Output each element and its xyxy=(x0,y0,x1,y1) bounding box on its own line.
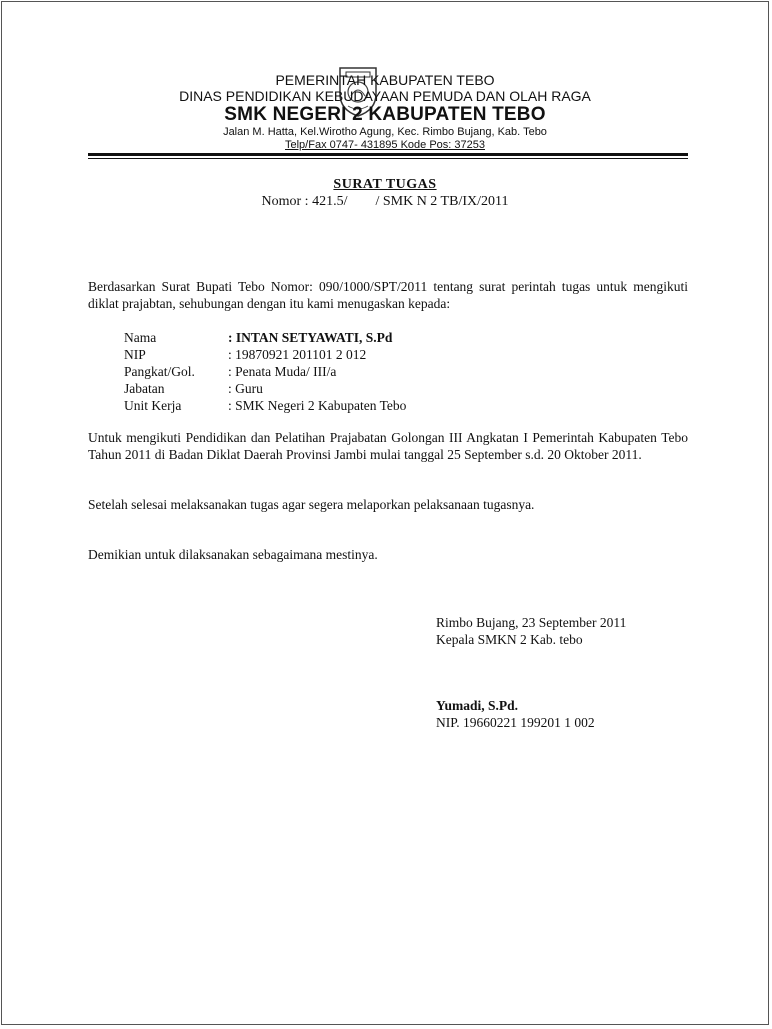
identity-value: : SMK Negeri 2 Kabupaten Tebo xyxy=(228,398,407,413)
paragraph-assignment: Untuk mengikuti Pendidikan dan Pelatihan Prajabatan Golongan III Angkatan I Pemerintah Kabupaten Tebo Tahun 2011 di Badan Diklat Daerah Provinsi Jambi mulai tanggal 25 September s.d. 20 Oktober 2011. xyxy=(88,430,688,462)
paragraph-closing: Demikian untuk dilaksanakan sebagaimana mestinya. xyxy=(88,547,378,562)
identity-key: NIP xyxy=(124,347,146,362)
letterhead-school: SMK NEGERI 2 KABUPATEN TEBO xyxy=(224,104,546,125)
identity-row xyxy=(124,380,406,397)
identity-table xyxy=(124,329,406,414)
letter-title-block xyxy=(2,177,768,210)
signature-header xyxy=(436,615,626,648)
identity-key: Unit Kerja xyxy=(124,398,182,413)
letterhead-agency: DINAS PENDIDIKAN KEBUDAYAAN PEMUDA DAN OLAH RAGA xyxy=(179,88,591,104)
letterhead xyxy=(2,72,768,151)
identity-value: : 19870921 201101 2 012 xyxy=(228,347,367,362)
identity-key: Jabatan xyxy=(124,381,165,396)
identity-row xyxy=(124,397,406,414)
letterhead-phone: Telp/Fax 0747- 431895 Kode Pos: 37253 xyxy=(285,139,485,151)
letterhead-government: PEMERINTAH KABUPATEN TEBO xyxy=(275,72,495,88)
identity-row xyxy=(124,329,406,346)
paragraph-basis: Berdasarkan Surat Bupati Tebo Nomor: 090/1000/SPT/2011 tentang surat perintah tugas untuk mengikuti diklat prajabtan, sehubungan dengan itu kami menugaskan kepada: xyxy=(88,279,688,311)
letter-title: SURAT TUGAS xyxy=(333,177,437,192)
letterhead-rule-thin xyxy=(88,158,688,159)
identity-value: : Penata Muda/ III/a xyxy=(228,364,337,379)
identity-row xyxy=(124,346,406,363)
signature-footer xyxy=(436,698,595,731)
identity-value: : INTAN SETYAWATI, S.Pd xyxy=(228,330,393,345)
identity-row xyxy=(124,363,406,380)
paragraph-report: Setelah selesai melaksanakan tugas agar segera melaporkan pelaksanaan tugasnya. xyxy=(88,497,535,512)
letterhead-address: Jalan M. Hatta, Kel.Wirotho Agung, Kec. Rimbo Bujang, Kab. Tebo xyxy=(223,126,547,138)
identity-value: : Guru xyxy=(228,381,263,396)
signature-place-date: Rimbo Bujang, 23 September 2011 xyxy=(436,615,627,630)
document-page xyxy=(1,1,769,1025)
signatory-name: Yumadi, S.Pd. xyxy=(436,698,519,713)
letterhead-rule-thick xyxy=(88,153,688,156)
identity-key: Nama xyxy=(124,330,157,345)
signature-position: Kepala SMKN 2 Kab. tebo xyxy=(436,631,583,647)
identity-key: Pangkat/Gol. xyxy=(124,364,195,379)
letter-number: Nomor : 421.5/ / SMK N 2 TB/IX/2011 xyxy=(261,194,509,209)
signatory-nip: NIP. 19660221 199201 1 002 xyxy=(436,714,595,730)
